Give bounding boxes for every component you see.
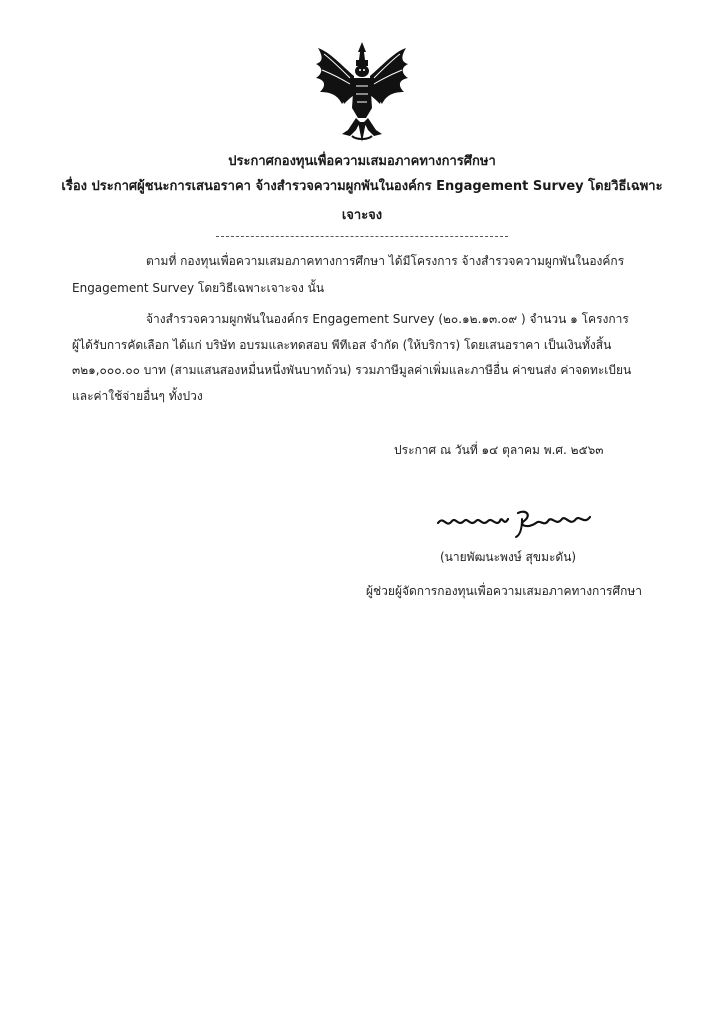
- paragraph-2-line-1: จ้างสำรวจความผูกพันในองค์กร Engagement Survey (๒๐.๑๒.๑๓.๐๙ ) จำนวน ๑ โครงการ: [146, 312, 629, 326]
- signatory-position: ผู้ช่วยผู้จัดการกองทุนเพื่อความเสมอภาคทางการศึกษา: [366, 584, 643, 598]
- subject-line-2: เจาะจง: [341, 208, 383, 223]
- handwritten-signature: [436, 505, 596, 539]
- signatory-name: (นายพัฒนะพงษ์ สุขมะดัน): [440, 550, 577, 564]
- paragraph-2-line-4: และค่าใช้จ่ายอื่นๆ ทั้งปวง: [72, 389, 203, 403]
- garuda-emblem-icon: [312, 38, 412, 146]
- header-divider: [216, 236, 508, 237]
- issuer-title: ประกาศกองทุนเพื่อความเสมอภาคทางการศึกษา: [228, 154, 496, 169]
- subject-line-1: เรื่อง ประกาศผู้ชนะการเสนอราคา จ้างสำรวจความผูกพันในองค์กร Engagement Survey โดยวิธีเฉพาะ: [61, 179, 663, 194]
- announcement-date: ประกาศ ณ วันที่ ๑๔ ตุลาคม พ.ศ. ๒๕๖๓: [394, 443, 604, 457]
- paragraph-2-line-2: ผู้ได้รับการคัดเลือก ได้แก่ บริษัท อบรมและทดสอบ พีทีเอส จำกัด (ให้บริการ) โดยเสนอราคา เป็นเงินทั้งสิ้น: [72, 338, 612, 352]
- paragraph-1-line-2: Engagement Survey โดยวิธีเฉพาะเจาะจง นั้น: [72, 281, 325, 295]
- paragraph-2-line-3: ๓๒๑,๐๐๐.๐๐ บาท (สามแสนสองหมื่นหนึ่งพันบาทถ้วน) รวมภาษีมูลค่าเพิ่มและภาษีอื่น ค่าขนส่ง ค่าจดทะเบียน: [72, 363, 632, 377]
- paragraph-1-line-1: ตามที่ กองทุนเพื่อความเสมอภาคทางการศึกษา ได้มีโครงการ จ้างสำรวจความผูกพันในองค์กร: [146, 254, 625, 268]
